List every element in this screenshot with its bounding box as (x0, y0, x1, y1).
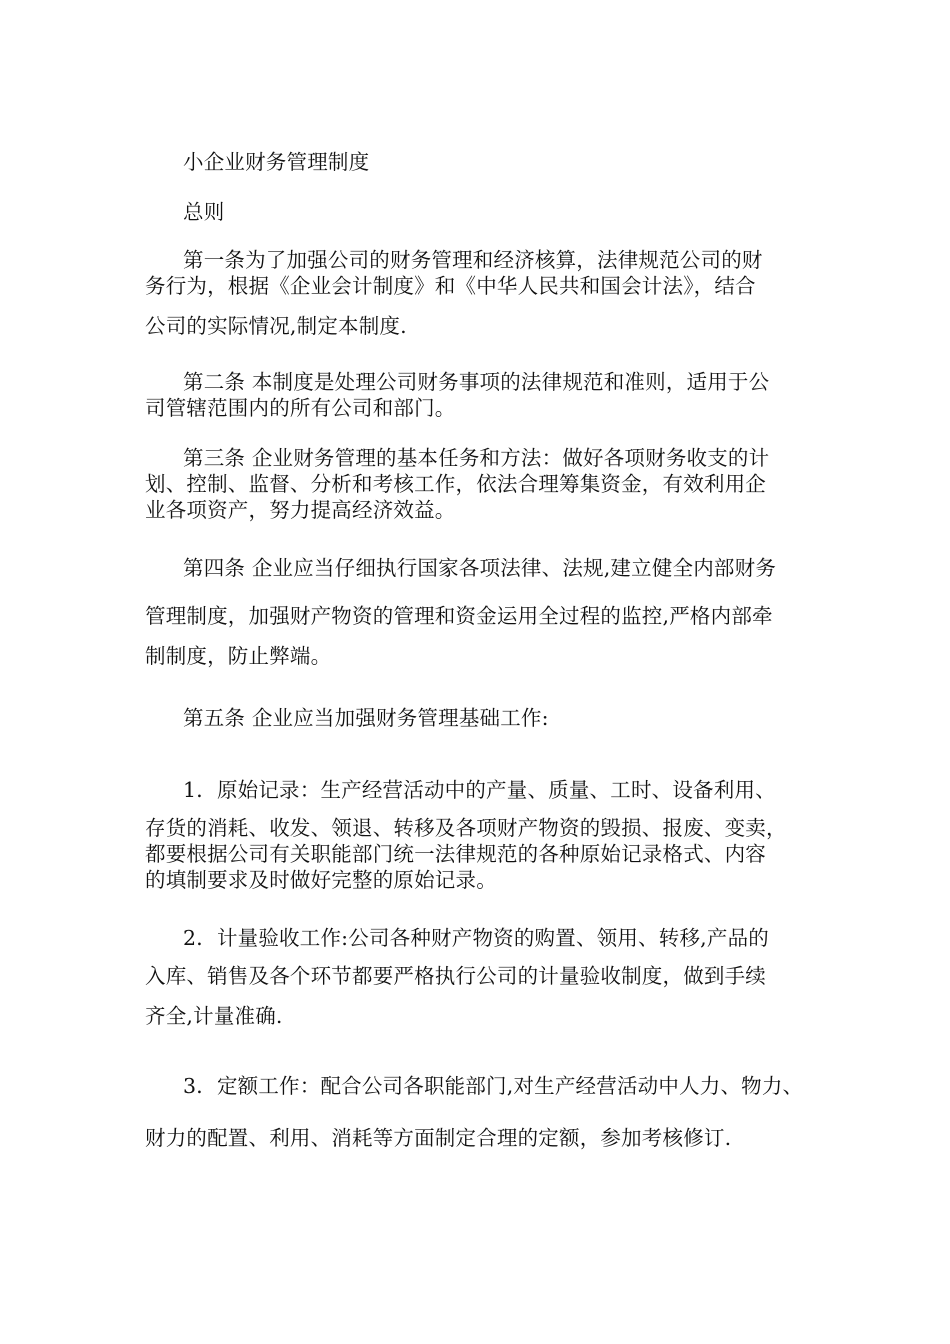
item-2-line-2: 入库、销售及各个环节都要严格执行公司的计量验收制度，做到手续 (145, 964, 766, 988)
item-1-line-4: 的填制要求及时做好完整的原始记录。 (145, 868, 497, 892)
article-1-line-1: 第一条为了加强公司的财务管理和经济核算，法律规范公司的财 (183, 248, 763, 272)
section-heading: 总则 (183, 200, 225, 224)
article-4-line-1: 第四条 企业应当仔细执行国家各项法律、法规,建立健全内部财务 (183, 556, 777, 580)
item-2-line-1: 2．计量验收工作:公司各种财产物资的购置、领用、转移,产品的 (183, 926, 769, 950)
article-3-line-2: 划、控制、监督、分析和考核工作，依法合理筹集资金，有效利用企 (145, 472, 766, 496)
item-1-line-3: 都要根据公司有关职能部门统一法律规范的各种原始记录格式、内容 (145, 842, 766, 866)
article-1-line-2: 务行为，根据《企业会计制度》和《中华人民共和国会计法》，结合 (145, 274, 756, 298)
article-4-line-3: 制制度，防止弊端。 (145, 644, 332, 668)
item-3-line-1: 3．定额工作：配合公司各职能部门,对生产经营活动中人力、物力、 (183, 1074, 804, 1098)
article-2-line-2: 司管辖范围内的所有公司和部门。 (145, 396, 456, 420)
article-4-line-2: 管理制度，加强财产物资的管理和资金运用全过程的监控,严格内部牵 (145, 604, 773, 628)
article-3-line-3: 业各项资产，努力提高经济效益。 (145, 498, 456, 522)
article-2-line-1: 第二条 本制度是处理公司财务事项的法律规范和准则，适用于公 (183, 370, 770, 394)
article-5-line-1: 第五条 企业应当加强财务管理基础工作: (183, 706, 549, 730)
article-3-line-1: 第三条 企业财务管理的基本任务和方法：做好各项财务收支的计 (183, 446, 770, 470)
item-3-line-2: 财力的配置、利用、消耗等方面制定合理的定额，参加考核修订. (145, 1126, 732, 1150)
item-1-line-1: 1．原始记录：生产经营活动中的产量、质量、工时、设备利用、 (183, 778, 776, 802)
item-2-line-3: 齐全,计量准确. (145, 1004, 283, 1028)
article-1-line-3: 公司的实际情况,制定本制度. (145, 314, 407, 338)
item-1-line-2: 存货的消耗、收发、领退、转移及各项财产物资的毁损、报废、变卖， (145, 816, 787, 840)
document-title: 小企业财务管理制度 (183, 150, 370, 174)
